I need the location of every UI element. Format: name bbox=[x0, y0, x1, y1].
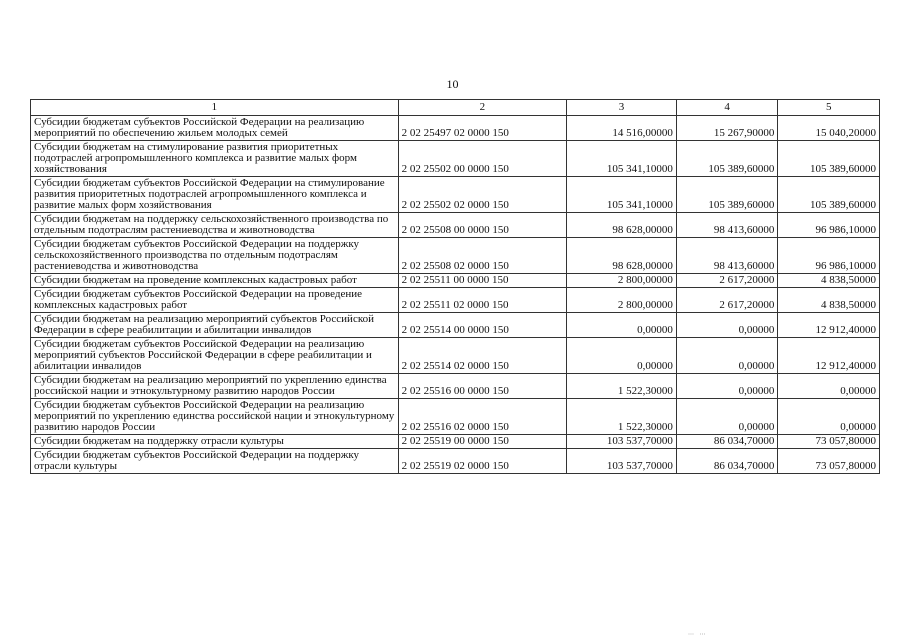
row-value-4: 105 389,60000 bbox=[676, 141, 778, 177]
table-row bbox=[31, 399, 880, 435]
row-value-4: 0,00000 bbox=[676, 374, 778, 399]
table-row bbox=[31, 274, 880, 288]
row-description: Субсидии бюджетам на поддержку отрасли культуры bbox=[31, 435, 399, 449]
row-value-4: 105 389,60000 bbox=[676, 177, 778, 213]
row-code: 2 02 25514 02 0000 150 bbox=[398, 338, 567, 374]
row-value-5: 12 912,40000 bbox=[778, 338, 880, 374]
row-code: 2 02 25497 02 0000 150 bbox=[398, 116, 567, 141]
row-value-4: 86 034,70000 bbox=[676, 435, 778, 449]
row-value-3: 0,00000 bbox=[567, 313, 677, 338]
header-cell: 1 bbox=[31, 100, 399, 116]
row-value-5: 96 986,10000 bbox=[778, 238, 880, 274]
row-value-5: 4 838,50000 bbox=[778, 274, 880, 288]
row-value-3: 98 628,00000 bbox=[567, 213, 677, 238]
row-description: Субсидии бюджетам на поддержку сельскохозяйственного производства по отдельным подотраслям растениеводства и животноводства bbox=[31, 213, 399, 238]
row-code: 2 02 25514 00 0000 150 bbox=[398, 313, 567, 338]
table-row bbox=[31, 177, 880, 213]
row-code: 2 02 25516 00 0000 150 bbox=[398, 374, 567, 399]
row-value-4: 0,00000 bbox=[676, 399, 778, 435]
table-row bbox=[31, 338, 880, 374]
row-value-5: 15 040,20000 bbox=[778, 116, 880, 141]
row-description: Субсидии бюджетам субъектов Российской Федерации на поддержку отрасли культуры bbox=[31, 449, 399, 474]
row-code: 2 02 25511 00 0000 150 bbox=[398, 274, 567, 288]
row-code: 2 02 25516 02 0000 150 bbox=[398, 399, 567, 435]
table-row bbox=[31, 116, 880, 141]
row-code: 2 02 25502 00 0000 150 bbox=[398, 141, 567, 177]
row-description: Субсидии бюджетам субъектов Российской Федерации на реализацию мероприятий по обеспечению жильем молодых семей bbox=[31, 116, 399, 141]
row-value-5: 4 838,50000 bbox=[778, 288, 880, 313]
table-row bbox=[31, 288, 880, 313]
header-cell: 5 bbox=[778, 100, 880, 116]
row-description: Субсидии бюджетам на стимулирование развития приоритетных подотраслей агропромышленного комплекса и развитие малых форм хозяйствования bbox=[31, 141, 399, 177]
budget-table bbox=[30, 99, 880, 474]
table-row bbox=[31, 449, 880, 474]
row-value-3: 1 522,30000 bbox=[567, 399, 677, 435]
row-value-4: 86 034,70000 bbox=[676, 449, 778, 474]
row-description: Субсидии бюджетам субъектов Российской Федерации на проведение комплексных кадастровых работ bbox=[31, 288, 399, 313]
row-value-3: 105 341,10000 bbox=[567, 141, 677, 177]
table-header-row bbox=[31, 100, 880, 116]
row-value-5: 73 057,80000 bbox=[778, 435, 880, 449]
table-row bbox=[31, 238, 880, 274]
row-code: 2 02 25502 02 0000 150 bbox=[398, 177, 567, 213]
row-value-5: 96 986,10000 bbox=[778, 213, 880, 238]
table-row bbox=[31, 435, 880, 449]
header-cell: 4 bbox=[676, 100, 778, 116]
row-value-5: 105 389,60000 bbox=[778, 177, 880, 213]
row-value-4: 98 413,60000 bbox=[676, 238, 778, 274]
row-value-5: 105 389,60000 bbox=[778, 141, 880, 177]
row-code: 2 02 25508 02 0000 150 bbox=[398, 238, 567, 274]
row-code: 2 02 25508 00 0000 150 bbox=[398, 213, 567, 238]
page-number: 10 bbox=[446, 77, 459, 91]
table-row bbox=[31, 313, 880, 338]
row-code: 2 02 25519 02 0000 150 bbox=[398, 449, 567, 474]
row-description: Субсидии бюджетам на реализацию мероприятий по укреплению единства российской нации и этнокультурному развитию народов России bbox=[31, 374, 399, 399]
table-row bbox=[31, 213, 880, 238]
row-value-4: 2 617,20000 bbox=[676, 274, 778, 288]
header-cell: 3 bbox=[567, 100, 677, 116]
row-value-4: 0,00000 bbox=[676, 313, 778, 338]
row-value-3: 2 800,00000 bbox=[567, 288, 677, 313]
row-value-3: 14 516,00000 bbox=[567, 116, 677, 141]
row-value-3: 103 537,70000 bbox=[567, 449, 677, 474]
row-description: Субсидии бюджетам на проведение комплексных кадастровых работ bbox=[31, 274, 399, 288]
row-description: Субсидии бюджетам субъектов Российской Федерации на реализацию мероприятий субъектов Российской Федерации в сфере реабилитации и абилитации инвалидов bbox=[31, 338, 399, 374]
scan-marks: ⋯ ⋯ bbox=[688, 632, 708, 638]
row-value-5: 0,00000 bbox=[778, 374, 880, 399]
row-value-3: 1 522,30000 bbox=[567, 374, 677, 399]
row-description: Субсидии бюджетам субъектов Российской Федерации на поддержку сельскохозяйственного производства по отдельным подотраслям растениеводства и животноводства bbox=[31, 238, 399, 274]
table-row bbox=[31, 141, 880, 177]
row-value-5: 0,00000 bbox=[778, 399, 880, 435]
table-row bbox=[31, 374, 880, 399]
row-value-4: 98 413,60000 bbox=[676, 213, 778, 238]
row-value-3: 105 341,10000 bbox=[567, 177, 677, 213]
row-description: Субсидии бюджетам субъектов Российской Федерации на реализацию мероприятий по укреплению единства российской нации и этнокультурному развитию народов России bbox=[31, 399, 399, 435]
row-value-3: 0,00000 bbox=[567, 338, 677, 374]
row-value-3: 98 628,00000 bbox=[567, 238, 677, 274]
row-value-4: 15 267,90000 bbox=[676, 116, 778, 141]
row-code: 2 02 25519 00 0000 150 bbox=[398, 435, 567, 449]
row-value-3: 2 800,00000 bbox=[567, 274, 677, 288]
row-description: Субсидии бюджетам на реализацию мероприятий субъектов Российской Федерации в сфере реабилитации и абилитации инвалидов bbox=[31, 313, 399, 338]
row-description: Субсидии бюджетам субъектов Российской Федерации на стимулирование развития приоритетных подотраслей агропромышленного комплекса и развитие малых форм хозяйствования bbox=[31, 177, 399, 213]
header-cell: 2 bbox=[398, 100, 567, 116]
row-value-5: 73 057,80000 bbox=[778, 449, 880, 474]
row-value-4: 2 617,20000 bbox=[676, 288, 778, 313]
row-value-5: 12 912,40000 bbox=[778, 313, 880, 338]
row-code: 2 02 25511 02 0000 150 bbox=[398, 288, 567, 313]
row-value-3: 103 537,70000 bbox=[567, 435, 677, 449]
row-value-4: 0,00000 bbox=[676, 338, 778, 374]
